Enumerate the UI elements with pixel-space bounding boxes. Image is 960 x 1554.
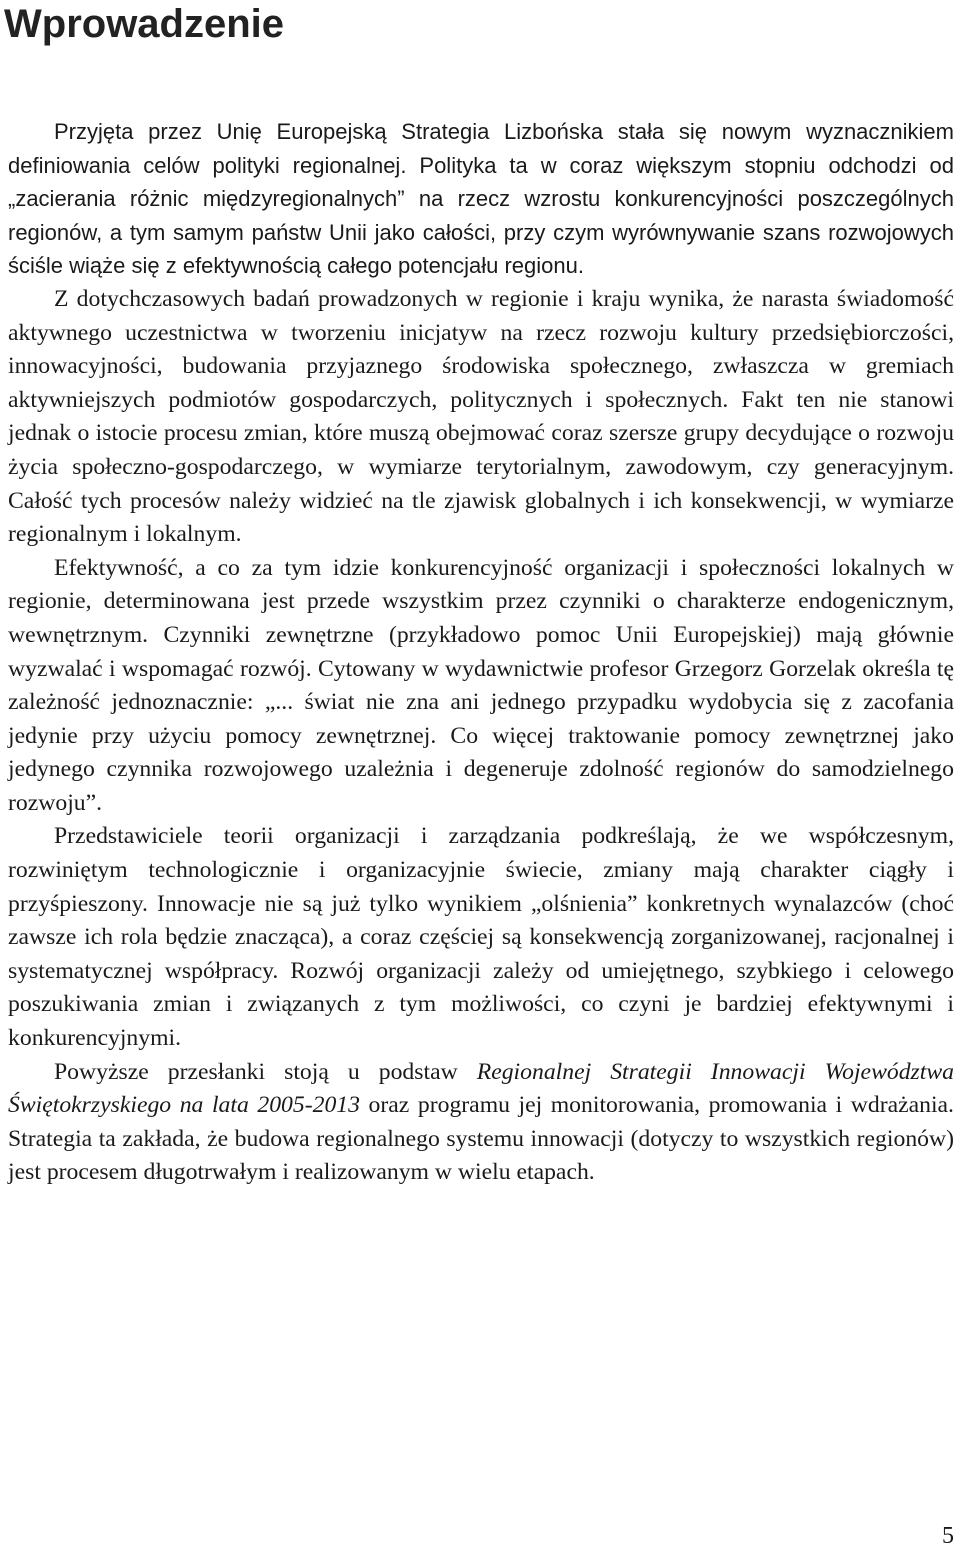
paragraph-1: Przyjęta przez Unię Europejską Strategia Lizbońska stała się nowym wyznacznikiem definiowania celów polityki regionalnej. Polityka ta w coraz większym stopniu odchodzi od „zacierania różnic międzyregionalnych” na rzecz wzrostu konkurencyjności poszczególnych regionów, a tym samym państw Unii jako całości, przy czym wyrównywanie szans rozwojowych ściśle wiąże się z efektywnością całego potencjału regionu.: [8, 119, 954, 279]
paragraph-5-end: oraz programu jej monitorowania, promowania i wdrażania. Strategia ta zakłada, że budowa regionalnego systemu innowacji (dotyczy to wszystkich regionów) jest procesem długotrwałym i realizowanym w wielu etapach.: [8, 1092, 954, 1186]
strategy-title: Regionalnej Strategii Innowacji Województwa Świętokrzyskiego na lata 2005-2013: [8, 1058, 954, 1119]
chapter-heading: Wprowadzenie: [4, 2, 285, 46]
paragraph-5: [8, 1056, 954, 1190]
paragraph-4: Przedstawiciele teorii organizacji i zarządzania podkreślają, że we współczesnym, rozwiniętym technologicznie i organizacyjnie świecie, zmiany mają charakter ciągły i przyśpieszony. Innowacje nie są już tylko wynikiem „olśnienia” konkretnych wynalazców (choć zawsze ich rola będzie znacząca), a coraz częściej są konsekwencją zorganizowanej, racjonalnej i systematycznej współpracy. Rozwój organizacji zależy od umiejętnego, szybkiego i celowego poszukiwania zmian i związanych z tym możliwości, co czyni je bardziej efektywnymi i konkurencyjnymi.: [8, 823, 954, 1052]
page-number: 5: [942, 1523, 954, 1549]
paragraph-3: Efektywność, a co za tym idzie konkurencyjność organizacji i społeczności lokalnych w regionie, determinowana jest przede wszystkim przez czynniki o charakterze endogenicznym, wewnętrznym. Czynniki zewnętrzne (przykładowo pomoc Unii Europejskiej) mają głównie wyzwalać i wspomagać rozwój. Cytowany w wydawnictwie profesor Grzegorz Gorzelak określa tę zależność jednoznacznie: „... świat nie zna ani jednego przypadku wydobycia się z zacofania jedynie przy użyciu pomocy zewnętrznej. Co więcej traktowanie pomocy zewnętrznej jako jedynego czynnika rozwojowego uzależnia i degeneruje zdolność regionów do samodzielnego rozwoju”.: [8, 554, 954, 816]
body-text: [8, 115, 954, 1190]
paragraph-5-start: Powyższe przesłanki stoją u podstaw: [54, 1058, 477, 1085]
paragraph-2: Z dotychczasowych badań prowadzonych w regionie i kraju wynika, że narasta świadomość aktywnego uczestnictwa w tworzeniu inicjatyw na rzecz rozwoju kultury przedsiębiorczości, innowacyjności, budowania przyjaznego środowiska społecznego, zwłaszcza w gremiach aktywniejszych podmiotów gospodarczych, politycznych i społecznych. Fakt ten nie stanowi jednak o istocie procesu zmian, które muszą obejmować coraz szersze grupy decydujące o rozwoju życia społeczno-gospodarczego, w wymiarze terytorialnym, zawodowym, czy generacyjnym. Całość tych procesów należy widzieć na tle zjawisk globalnych i ich konsekwencji, w wymiarze regionalnym i lokalnym.: [8, 285, 954, 548]
